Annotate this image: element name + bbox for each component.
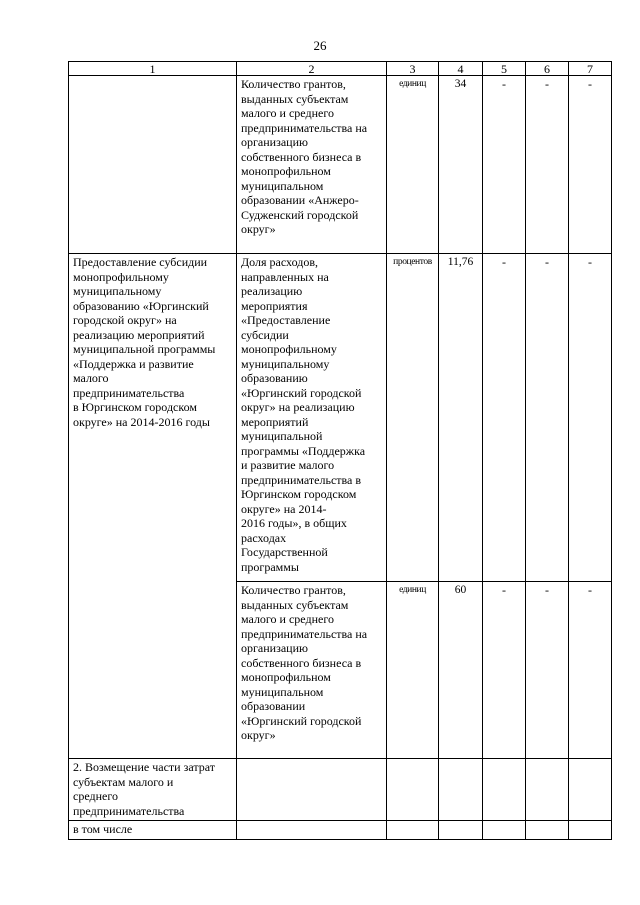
unit-cell bbox=[387, 821, 439, 840]
measure-cell: в том числе bbox=[69, 821, 237, 840]
value-cell: - bbox=[483, 254, 526, 582]
header-cell: 6 bbox=[526, 62, 569, 76]
table-row bbox=[69, 76, 612, 254]
value-cell: - bbox=[526, 254, 569, 582]
value-cell: - bbox=[483, 76, 526, 254]
indicators-table bbox=[68, 61, 612, 840]
value-cell bbox=[526, 759, 569, 821]
header-cell: 5 bbox=[483, 62, 526, 76]
value-cell: - bbox=[569, 254, 612, 582]
value-cell: - bbox=[526, 76, 569, 254]
value-cell: 60 bbox=[439, 582, 483, 759]
table-row bbox=[69, 759, 612, 821]
unit-cell: единиц bbox=[387, 582, 439, 759]
value-cell: 11,76 bbox=[439, 254, 483, 582]
indicator-cell: Доля расходов, направленных на реализацию мероприятия «Предоставление субсидии монопрофильному муниципальному образованию «Юргинский городской округ» на реализацию мероприятий муниципальной программы «Поддержка и развитие малого предпринимательства в Юргинском городском округе» на 2014- 2016 годы», в общих расходах Государственной программы bbox=[237, 254, 387, 582]
unit-cell bbox=[387, 759, 439, 821]
table-row bbox=[69, 254, 612, 582]
measure-cell: Предоставление субсидии монопрофильному муниципальному образованию «Юргинский городской округ» на реализацию мероприятий муниципальной программы «Поддержка и развитие малого предпринимательства в Юргинском городском округе» на 2014-2016 годы bbox=[69, 254, 237, 759]
measure-cell: 2. Возмещение части затрат субъектам малого и среднего предпринимательства bbox=[69, 759, 237, 821]
table-header-row bbox=[69, 62, 612, 76]
value-cell: - bbox=[483, 582, 526, 759]
unit-cell: процентов bbox=[387, 254, 439, 582]
indicator-cell: Количество грантов, выданных субъектам малого и среднего предпринимательства на организацию собственного бизнеса в монопрофильном муниципальном образовании «Юргинский городской округ» bbox=[237, 582, 387, 759]
value-cell: - bbox=[569, 582, 612, 759]
value-cell bbox=[439, 821, 483, 840]
value-cell bbox=[483, 821, 526, 840]
header-cell: 1 bbox=[69, 62, 237, 76]
header-cell: 4 bbox=[439, 62, 483, 76]
value-cell: - bbox=[569, 76, 612, 254]
indicator-cell bbox=[237, 821, 387, 840]
value-cell: - bbox=[526, 582, 569, 759]
header-cell: 7 bbox=[569, 62, 612, 76]
value-cell bbox=[483, 759, 526, 821]
header-cell: 3 bbox=[387, 62, 439, 76]
unit-cell: единиц bbox=[387, 76, 439, 254]
indicator-cell: Количество грантов, выданных субъектам малого и среднего предпринимательства на организацию собственного бизнеса в монопрофильном муниципальном образовании «Анжеро- Судженский городской округ» bbox=[237, 76, 387, 254]
value-cell bbox=[569, 759, 612, 821]
indicator-cell bbox=[237, 759, 387, 821]
measure-cell bbox=[69, 76, 237, 254]
value-cell: 34 bbox=[439, 76, 483, 254]
table-row bbox=[69, 821, 612, 840]
page-number: 26 bbox=[313, 38, 327, 53]
value-cell bbox=[569, 821, 612, 840]
header-cell: 2 bbox=[237, 62, 387, 76]
value-cell bbox=[439, 759, 483, 821]
value-cell bbox=[526, 821, 569, 840]
